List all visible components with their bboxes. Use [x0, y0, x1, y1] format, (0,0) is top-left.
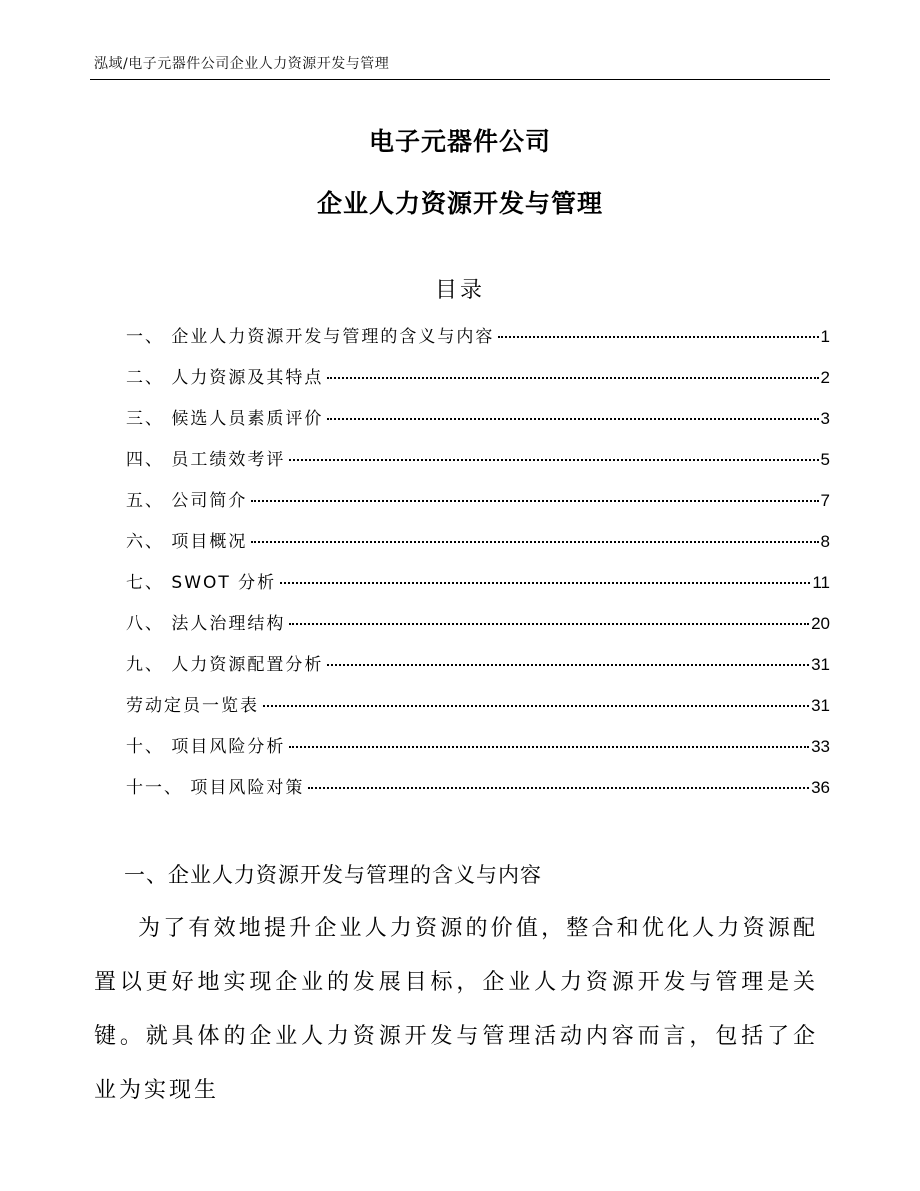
- toc-leader-dots: [251, 541, 818, 543]
- toc-entry[interactable]: [126, 322, 830, 363]
- document-title-line1: 电子元器件公司: [368, 127, 551, 156]
- toc-entry[interactable]: [126, 445, 830, 486]
- table-of-contents: [126, 322, 830, 814]
- toc-leader-dots: [263, 705, 809, 707]
- toc-entry-label: 员工绩效考评: [171, 450, 286, 470]
- toc-entry[interactable]: [126, 773, 830, 814]
- toc-entry-page: 8: [820, 532, 830, 551]
- toc-entry-number: 三、: [126, 409, 172, 429]
- document-title-line2: 企业人力资源开发与管理: [316, 189, 603, 218]
- toc-entry-label: SWOT 分析: [171, 573, 277, 593]
- toc-entry-label: 劳动定员一览表: [126, 696, 259, 716]
- toc-entry[interactable]: [126, 650, 830, 691]
- toc-heading: 目录: [434, 278, 485, 303]
- toc-entry-number: 四、: [126, 450, 172, 470]
- toc-entry-page: 36: [811, 778, 830, 797]
- body-paragraph: 为了有效地提升企业人力资源的价值，整合和优化人力资源配置以更好地实现企业的发展目标，企业人力资源开发与管理是关键。就具体的企业人力资源开发与管理活动内容而言，包括了企业为实现生: [94, 916, 818, 1103]
- toc-entry-page: 3: [820, 409, 830, 428]
- toc-leader-dots: [251, 500, 818, 502]
- toc-leader-dots: [289, 623, 809, 625]
- toc-entry-label: 项目风险分析: [171, 737, 286, 757]
- toc-entry-number: 八、: [126, 614, 172, 634]
- toc-entry-page: 7: [820, 491, 830, 510]
- toc-entry-label: 公司简介: [171, 491, 248, 511]
- toc-entry[interactable]: [126, 363, 830, 404]
- toc-entry-number: 一、: [126, 327, 172, 347]
- toc-entry-label: 法人治理结构: [171, 614, 286, 634]
- toc-leader-dots: [327, 377, 818, 379]
- toc-entry[interactable]: [126, 609, 830, 650]
- toc-entry-page: 5: [820, 450, 830, 469]
- toc-leader-dots: [289, 746, 809, 748]
- toc-entry-label: 项目风险对策: [190, 778, 305, 798]
- toc-entry-number: 二、: [126, 368, 172, 388]
- toc-entry[interactable]: [126, 568, 830, 609]
- toc-entry-page: 11: [812, 573, 830, 592]
- toc-entry-label: 企业人力资源开发与管理的含义与内容: [171, 327, 495, 347]
- toc-entry-number: 十、: [126, 737, 172, 757]
- toc-leader-dots: [308, 787, 809, 789]
- toc-entry-label: 候选人员素质评价: [171, 409, 324, 429]
- toc-entry-page: 31: [811, 655, 830, 674]
- toc-entry-number: 五、: [126, 491, 172, 511]
- toc-leader-dots: [327, 418, 818, 420]
- toc-leader-dots: [289, 459, 818, 461]
- toc-entry-number: 九、: [126, 655, 172, 675]
- toc-entry[interactable]: [126, 691, 830, 732]
- toc-entry-number: 七、: [126, 573, 172, 593]
- toc-entry-page: 31: [811, 696, 830, 715]
- toc-entry-number: 六、: [126, 532, 172, 552]
- toc-entry-page: 33: [811, 737, 830, 756]
- toc-entry[interactable]: [126, 732, 830, 773]
- toc-entry-label: 人力资源及其特点: [171, 368, 324, 388]
- toc-entry-label: 人力资源配置分析: [171, 655, 324, 675]
- running-header: 泓域/电子元器件公司企业人力资源开发与管理: [94, 56, 390, 72]
- toc-entry-page: 20: [811, 614, 830, 633]
- toc-entry-page: 2: [820, 368, 830, 387]
- toc-leader-dots: [280, 582, 810, 584]
- toc-leader-dots: [498, 336, 818, 338]
- toc-entry-page: 1: [820, 327, 830, 346]
- header-divider: [90, 79, 830, 80]
- toc-entry[interactable]: [126, 404, 830, 445]
- section-heading: 一、企业人力资源开发与管理的含义与内容: [124, 863, 542, 887]
- toc-leader-dots: [327, 664, 809, 666]
- toc-entry-label: 项目概况: [171, 532, 248, 552]
- toc-entry[interactable]: [126, 486, 830, 527]
- toc-entry[interactable]: [126, 527, 830, 568]
- toc-entry-number: 十一、: [126, 778, 191, 798]
